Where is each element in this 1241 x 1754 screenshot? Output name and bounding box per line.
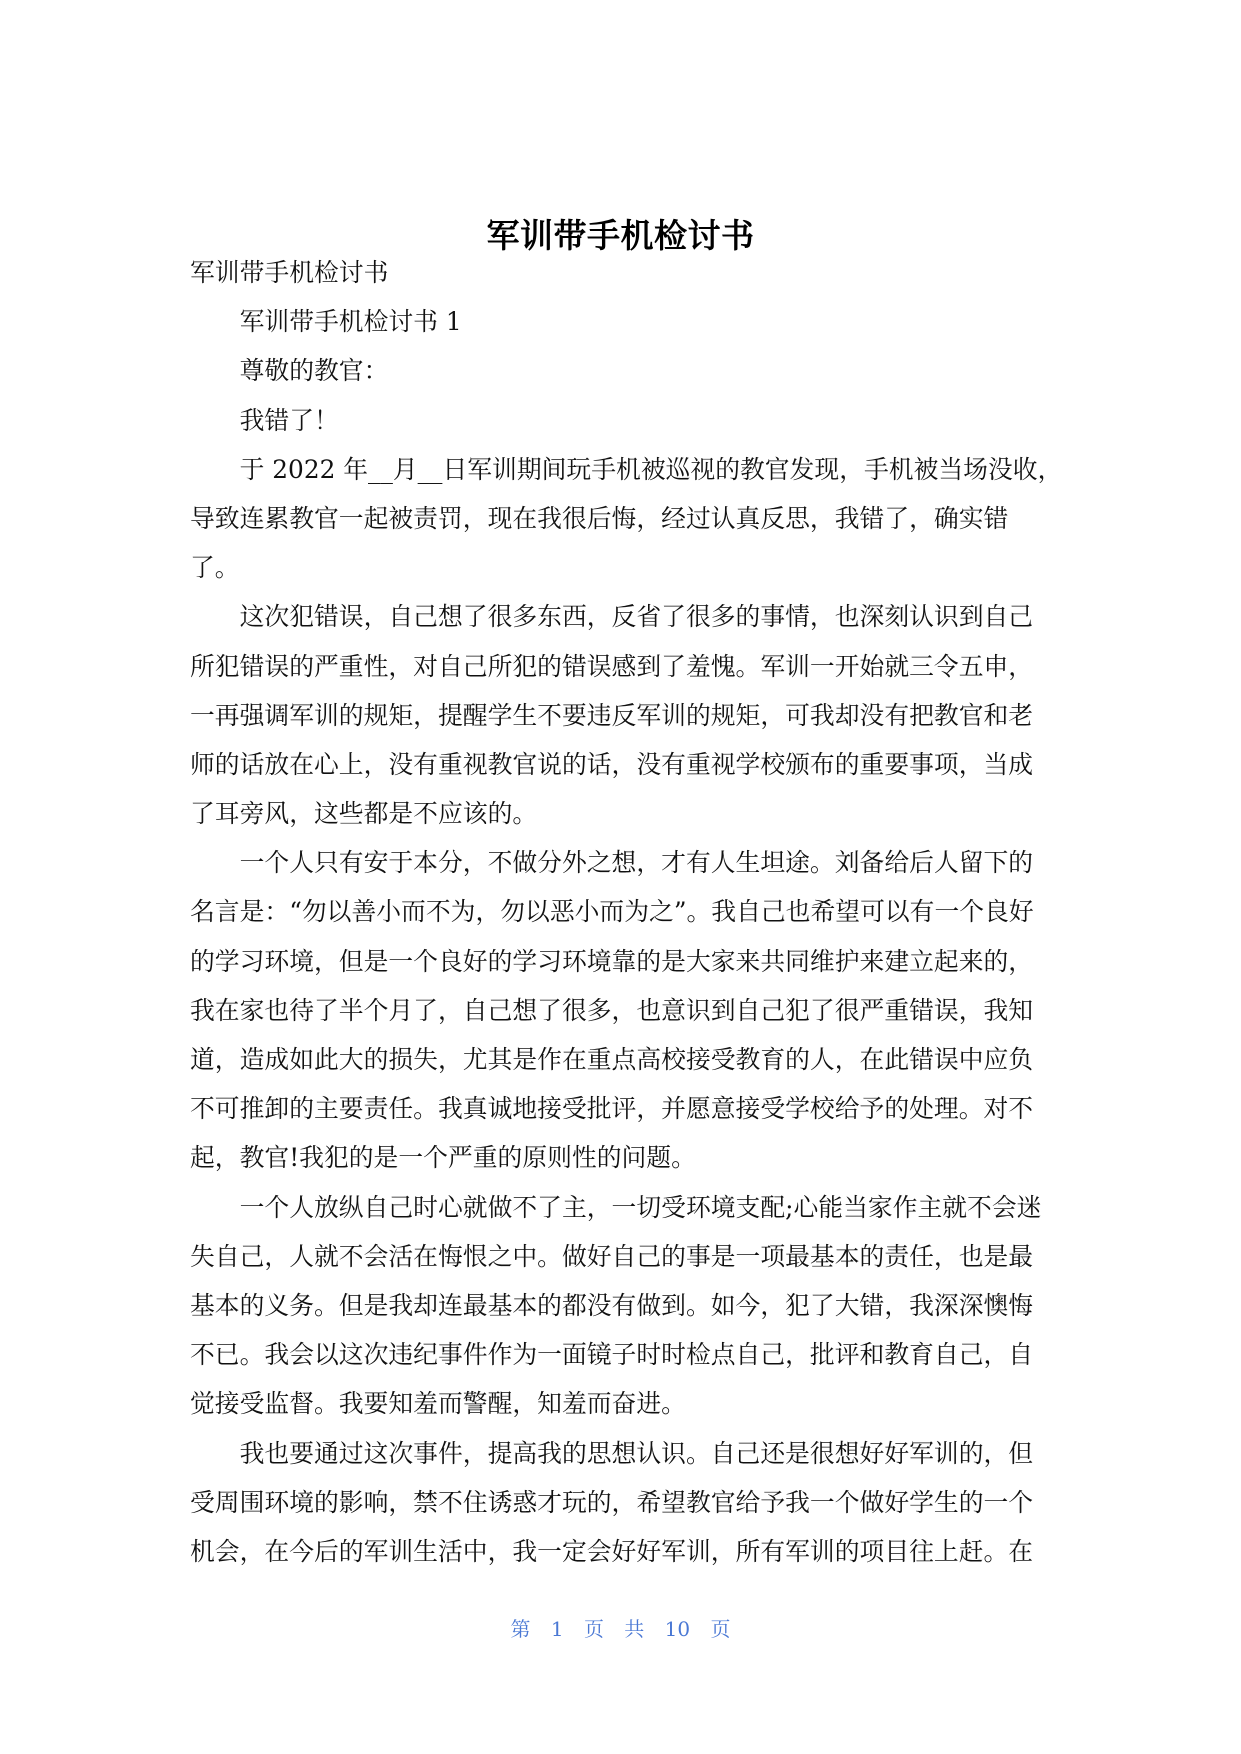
paragraph-line: 导致连累教官一起被责罚，现在我很后悔，经过认真反思，我错了，确实错 <box>190 503 1009 533</box>
page-number-footer: 第 1 页 共 10 页 <box>510 1617 731 1641</box>
paragraph-line: 道，造成如此大的损失，尤其是作在重点高校接受教育的人，在此错误中应负 <box>190 1045 1034 1074</box>
paragraph <box>190 592 1090 838</box>
paragraph <box>190 445 1090 593</box>
document-name-line: 军训带手机检讨书 <box>190 258 389 287</box>
salutation: 尊敬的教官： <box>239 356 389 386</box>
paragraph-line: 受周围环境的影响，禁不住诱惑才玩的，希望教官给予我一个做好学生的一个 <box>190 1487 1034 1517</box>
paragraph <box>190 1429 1090 1577</box>
paragraph-line: 一个人只有安于本分，不做分外之想，才有人生坦途。刘备给后人留下的 <box>239 848 1034 878</box>
paragraph-line: 师的话放在心上，没有重视教官说的话，没有重视学校颁布的重要事项，当成 <box>190 749 1034 779</box>
paragraph-line: 不已。我会以这次违纪事件作为一面镜子时时检点自己，批评和教育自己，自 <box>190 1340 1034 1370</box>
paragraph-line: 一再强调军训的规矩，提醒学生不要违反军训的规矩，可我却没有把教官和老 <box>190 700 1034 730</box>
paragraph-line: 一个人放纵自己时心就做不了主，一切受环境支配;心能当家作主就不会迷 <box>239 1192 1042 1222</box>
paragraph-line: 机会，在今后的军训生活中，我一定会好好军训，所有军训的项目往上赶。在 <box>190 1536 1034 1566</box>
paragraph-line: 失自己，人就不会活在悔恨之中。做好自己的事是一项最基本的责任，也是最 <box>190 1241 1034 1271</box>
paragraph-line: 基本的义务。但是我却连最基本的都没有做到。如今，犯了大错，我深深懊悔 <box>190 1290 1034 1320</box>
paragraph-line: 了耳旁风，这些都是不应该的。 <box>190 799 538 829</box>
paragraph-line: 我在家也待了半个月了，自己想了很多，也意识到自己犯了很严重错误，我知 <box>190 995 1034 1025</box>
paragraph-line: 这次犯错误，自己想了很多东西，反省了很多的事情，也深刻认识到自己 <box>239 602 1034 632</box>
paragraph-line: 我也要通过这次事件，提高我的思想认识。自己还是很想好好军训的，但 <box>239 1438 1034 1468</box>
paragraph <box>190 838 1090 1182</box>
paragraph-line: 所犯错误的严重性，对自己所犯的错误感到了羞愧。军训一开始就三令五申， <box>190 651 1034 681</box>
section-heading: 军训带手机检讨书 1 <box>239 307 462 337</box>
paragraph-line: 的学习环境，但是一个良好的学习环境靠的是大家来共同维护来建立起来的， <box>190 946 1034 976</box>
paragraph-line: 了。 <box>190 553 240 583</box>
paragraph-line: 名言是：“勿以善小而不为，勿以恶小而为之”。我自己也希望可以有一个良好 <box>190 897 1034 927</box>
paragraph-line: 不可推卸的主要责任。我真诚地接受批评，并愿意接受学校给予的处理。对不 <box>190 1094 1034 1124</box>
paragraph-line: 于 2022 年__月__日军训期间玩手机被巡视的教官发现，手机被当场没收， <box>239 454 1063 484</box>
opening-line: 我错了！ <box>239 405 339 435</box>
paragraph <box>190 1183 1090 1429</box>
document-body <box>190 248 1090 1576</box>
document-title: 军训带手机检讨书 <box>486 216 755 256</box>
paragraph-line: 起，教官!我犯的是一个严重的原则性的问题。 <box>190 1143 696 1173</box>
paragraph-line: 觉接受监督。我要知羞而警醒，知羞而奋进。 <box>190 1389 686 1419</box>
